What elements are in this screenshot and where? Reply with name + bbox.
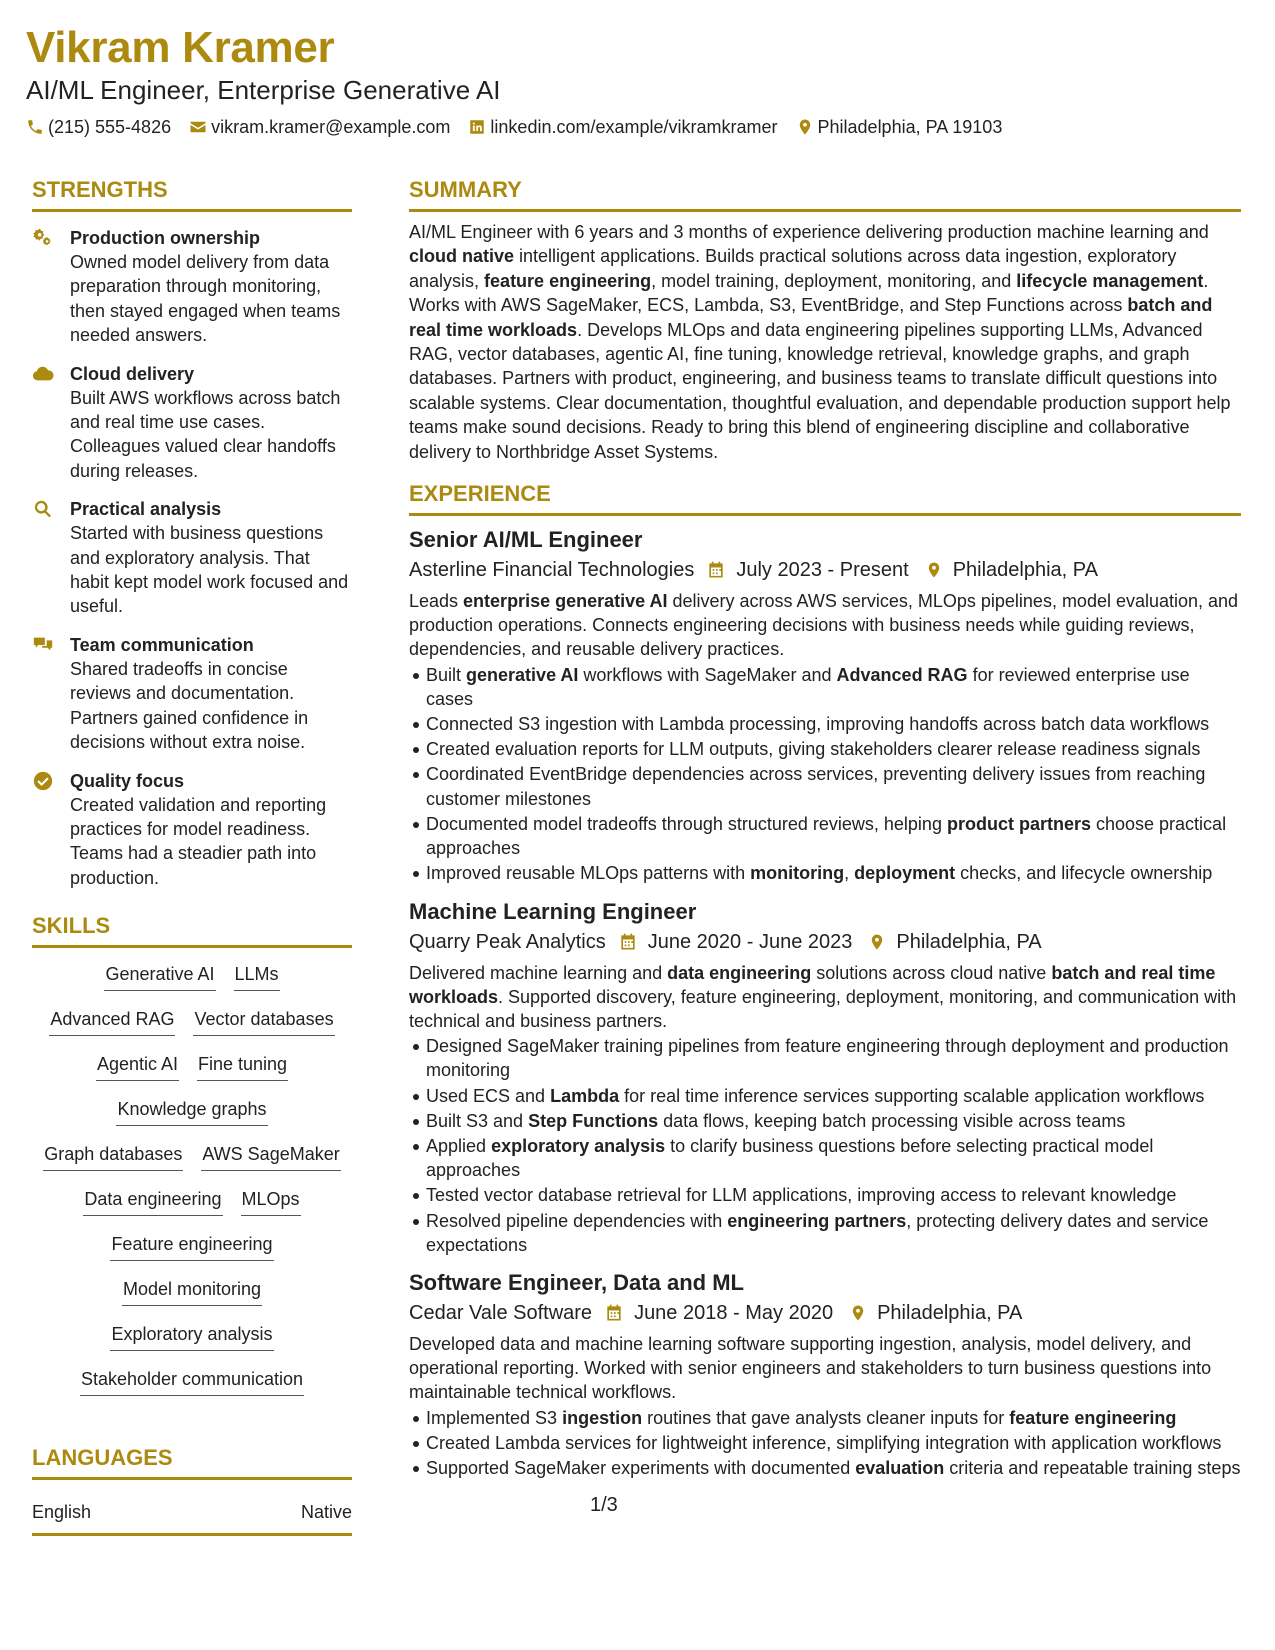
main-content	[409, 176, 1241, 1480]
section-divider	[32, 1477, 352, 1480]
skill-tag: Agentic AI	[96, 1052, 179, 1081]
job-bullets	[409, 1034, 1241, 1257]
strength-item	[32, 633, 352, 755]
job-meta	[409, 927, 1241, 957]
phone-text: (215) 555-4826	[48, 117, 172, 137]
skill-tag: Generative AI	[104, 962, 215, 991]
languages-heading: LANGUAGES	[32, 1445, 173, 1471]
strength-desc: Started with business questions and exploratory analysis. That habit kept model work focused and useful.	[70, 523, 349, 617]
bullet-item: Used ECS and Lambda for real time inference services supporting scalable application workflows	[426, 1084, 1241, 1108]
skill-tag: LLMs	[234, 962, 280, 991]
skill-tag: Data engineering	[83, 1187, 222, 1216]
skill-row	[32, 1232, 352, 1277]
section-divider	[32, 209, 352, 212]
experience-heading: EXPERIENCE	[409, 481, 551, 507]
strengths-section	[32, 176, 352, 890]
bullet-item: Resolved pipeline dependencies with engineering partners, protecting delivery dates and service expectations	[426, 1209, 1241, 1257]
skill-tag: Fine tuning	[197, 1052, 288, 1081]
skill-tag: Model monitoring	[122, 1277, 262, 1306]
resume-header	[26, 22, 1002, 140]
job-entry	[409, 526, 1241, 885]
skill-tag: MLOps	[241, 1187, 301, 1216]
summary-section	[409, 176, 1241, 464]
email-text[interactable]: vikram.kramer@example.com	[211, 117, 451, 137]
skill-tag: Vector databases	[193, 1007, 334, 1036]
skill-row	[32, 1052, 352, 1097]
strength-desc: Built AWS workflows across batch and real time use cases. Colleagues valued clear handoffs during releases.	[70, 387, 341, 481]
strength-title: Production ownership	[70, 228, 261, 248]
bullet-item: Improved reusable MLOps patterns with monitoring, deployment checks, and lifecycle ownership	[426, 861, 1241, 885]
skill-row	[32, 1367, 352, 1412]
candidate-title: AI/ML Engineer, Enterprise Generative AI	[26, 75, 501, 105]
job-title: Software Engineer, Data and ML	[409, 1269, 744, 1295]
job-list	[409, 526, 1241, 1480]
linkedin-text[interactable]: linkedin.com/example/vikramkramer	[490, 117, 778, 137]
company-name: Asterline Financial Technologies	[409, 559, 695, 582]
map-pin-icon	[925, 560, 943, 580]
page-number: 1/3	[590, 1494, 618, 1516]
job-bullets	[409, 1406, 1241, 1481]
job-entry	[409, 898, 1241, 1257]
location-text: Philadelphia, PA 19103	[817, 117, 1003, 137]
skill-tag: Exploratory analysis	[110, 1322, 273, 1351]
job-location: Philadelphia, PA	[877, 1301, 1023, 1324]
calendar-icon	[706, 560, 726, 580]
envelope-icon	[189, 118, 207, 136]
language-divider	[32, 1533, 352, 1536]
bullet-item: Applied exploratory analysis to clarify business questions before selecting practical model approaches	[426, 1134, 1241, 1182]
bullet-item: Tested vector database retrieval for LLM applications, improving access to relevant knowledge	[426, 1183, 1241, 1207]
job-bullets	[409, 663, 1241, 886]
language-level: Native	[300, 1502, 352, 1523]
languages-section	[32, 1444, 352, 1536]
section-divider	[409, 209, 1241, 212]
job-meta	[409, 555, 1241, 585]
contact-email[interactable]	[189, 114, 450, 140]
map-pin-icon	[796, 118, 814, 136]
calendar-icon	[618, 932, 638, 952]
bullet-item: Created Lambda services for lightweight inference, simplifying integration with application workflows	[426, 1431, 1241, 1455]
contact-phone	[26, 114, 171, 140]
candidate-name: Vikram Kramer	[26, 23, 335, 72]
skill-tag: AWS SageMaker	[201, 1142, 340, 1171]
contact-location	[796, 114, 1003, 140]
job-dates: June 2018 - May 2020	[634, 1301, 834, 1324]
bullet-item: Connected S3 ingestion with Lambda processing, improving handoffs across batch data workflows	[426, 712, 1241, 736]
strengths-heading: STRENGTHS	[32, 177, 168, 202]
summary-heading: SUMMARY	[409, 177, 522, 202]
job-description: Leads enterprise generative AI delivery across AWS services, MLOps pipelines, model evaluation, and production operations. Connects engineering decisions with business needs while guiding reviews, dependencies, and reusable delivery practices.	[409, 591, 1239, 660]
skills-heading: SKILLS	[32, 913, 111, 939]
bullet-item: Documented model tradeoffs through structured reviews, helping product partners choose practical approaches	[426, 812, 1241, 860]
job-entry	[409, 1269, 1241, 1480]
strength-item	[32, 497, 352, 619]
strength-title: Cloud delivery	[70, 363, 195, 384]
skills-list	[32, 962, 352, 1412]
strength-desc: Created validation and reporting practices for model readiness. Teams had a steadier path into production.	[70, 794, 327, 888]
strength-item	[32, 362, 352, 484]
skill-tag: Stakeholder communication	[80, 1367, 304, 1396]
skills-section	[32, 912, 352, 1412]
phone-icon	[26, 118, 44, 136]
check-circle-icon	[32, 770, 54, 792]
contact-list	[26, 114, 1002, 140]
map-pin-icon	[868, 932, 886, 952]
skill-tag: Graph databases	[43, 1142, 183, 1171]
strength-item	[32, 769, 352, 891]
strength-title: Quality focus	[70, 770, 185, 791]
skill-row	[32, 962, 352, 1007]
job-location: Philadelphia, PA	[896, 930, 1042, 953]
contact-linkedin[interactable]	[468, 114, 777, 140]
skill-row	[32, 1097, 352, 1142]
bullet-item: Built S3 and Step Functions data flows, keeping batch processing visible across teams	[426, 1109, 1241, 1133]
company-name: Quarry Peak Analytics	[409, 930, 606, 953]
bullet-item: Created evaluation reports for LLM outputs, giving stakeholders clearer release readiness signals	[426, 737, 1241, 761]
skill-row	[32, 1142, 352, 1187]
bullet-item: Coordinated EventBridge dependencies across services, preventing delivery issues from reaching customer milestones	[426, 762, 1241, 810]
skill-row	[32, 1277, 352, 1322]
strength-desc: Shared tradeoffs in concise reviews and documentation. Partners gained confidence in decisions without extra noise.	[70, 658, 309, 753]
map-pin-icon	[849, 1303, 867, 1323]
comments-icon	[32, 634, 54, 656]
bullet-item: Designed SageMaker training pipelines from feature engineering through deployment and production monitoring	[426, 1034, 1241, 1082]
cloud-icon	[32, 363, 54, 385]
bullet-item: Implemented S3 ingestion routines that gave analysts cleaner inputs for feature engineering	[426, 1406, 1241, 1430]
section-divider	[409, 513, 1241, 516]
job-dates: July 2023 - Present	[736, 559, 909, 582]
job-description: Delivered machine learning and data engineering solutions across cloud native batch and real time workloads. Supported discovery, feature engineering, deployment, monitoring, and communication with technical and business partners.	[409, 962, 1237, 1031]
job-title: Machine Learning Engineer	[409, 898, 697, 924]
skill-tag: Feature engineering	[110, 1232, 273, 1261]
strength-title: Team communication	[70, 634, 254, 655]
strength-desc: Owned model delivery from data preparation through monitoring, then stayed engaged when teams needed answers.	[70, 252, 341, 346]
skill-row	[32, 1007, 352, 1052]
gears-icon	[32, 227, 54, 249]
linkedin-icon	[468, 118, 486, 136]
skill-tag: Advanced RAG	[49, 1007, 175, 1036]
calendar-icon	[604, 1303, 624, 1323]
company-name: Cedar Vale Software	[409, 1301, 593, 1324]
strength-item	[32, 226, 352, 348]
bullet-item: Supported SageMaker experiments with documented evaluation criteria and repeatable training steps	[426, 1456, 1241, 1480]
language-name: English	[32, 1502, 92, 1523]
experience-section	[409, 480, 1241, 1480]
job-description: Developed data and machine learning software supporting ingestion, analysis, model delivery, and operational reporting. Worked with senior engineers and stakeholders to turn business questions into maintainable technical workflows.	[409, 1333, 1212, 1403]
skill-row	[32, 1187, 352, 1232]
strength-title: Practical analysis	[70, 499, 222, 520]
skill-row	[32, 1322, 352, 1367]
skill-tag: Knowledge graphs	[116, 1097, 267, 1126]
section-divider	[32, 945, 352, 948]
language-item	[32, 1500, 352, 1524]
job-location: Philadelphia, PA	[952, 559, 1098, 582]
search-icon	[32, 498, 54, 520]
summary-text: AI/ML Engineer with 6 years and 3 months of experience delivering production machine learning and cloud native intelligent applications. Builds practical solutions across data ingestion, exploratory analysis, feature engineering, model training, deployment, monitoring, and lifecycle management. Works with AWS SageMaker, ECS, Lambda, S3, EventBridge, and Step Functions across batch and real time workloads. Develops MLOps and data engineering pipelines supporting LLMs, Advanced RAG, vector databases, agentic AI, fine tuning, knowledge retrieval, knowledge graphs, and graph databases. Partners with product, engineering, and business teams to translate difficult questions into scalable systems. Clear documentation, thoughtful evaluation, and dependable production support help teams make sound decisions. Ready to bring this blend of engineering discipline and collaborative delivery to Northbridge Asset Systems.	[409, 222, 1231, 462]
job-meta	[409, 1298, 1241, 1328]
job-title: Senior AI/ML Engineer	[409, 527, 643, 553]
bullet-item: Built generative AI workflows with SageMaker and Advanced RAG for reviewed enterprise use cases	[426, 663, 1241, 711]
job-dates: June 2020 - June 2023	[647, 930, 853, 953]
sidebar	[32, 176, 352, 1536]
